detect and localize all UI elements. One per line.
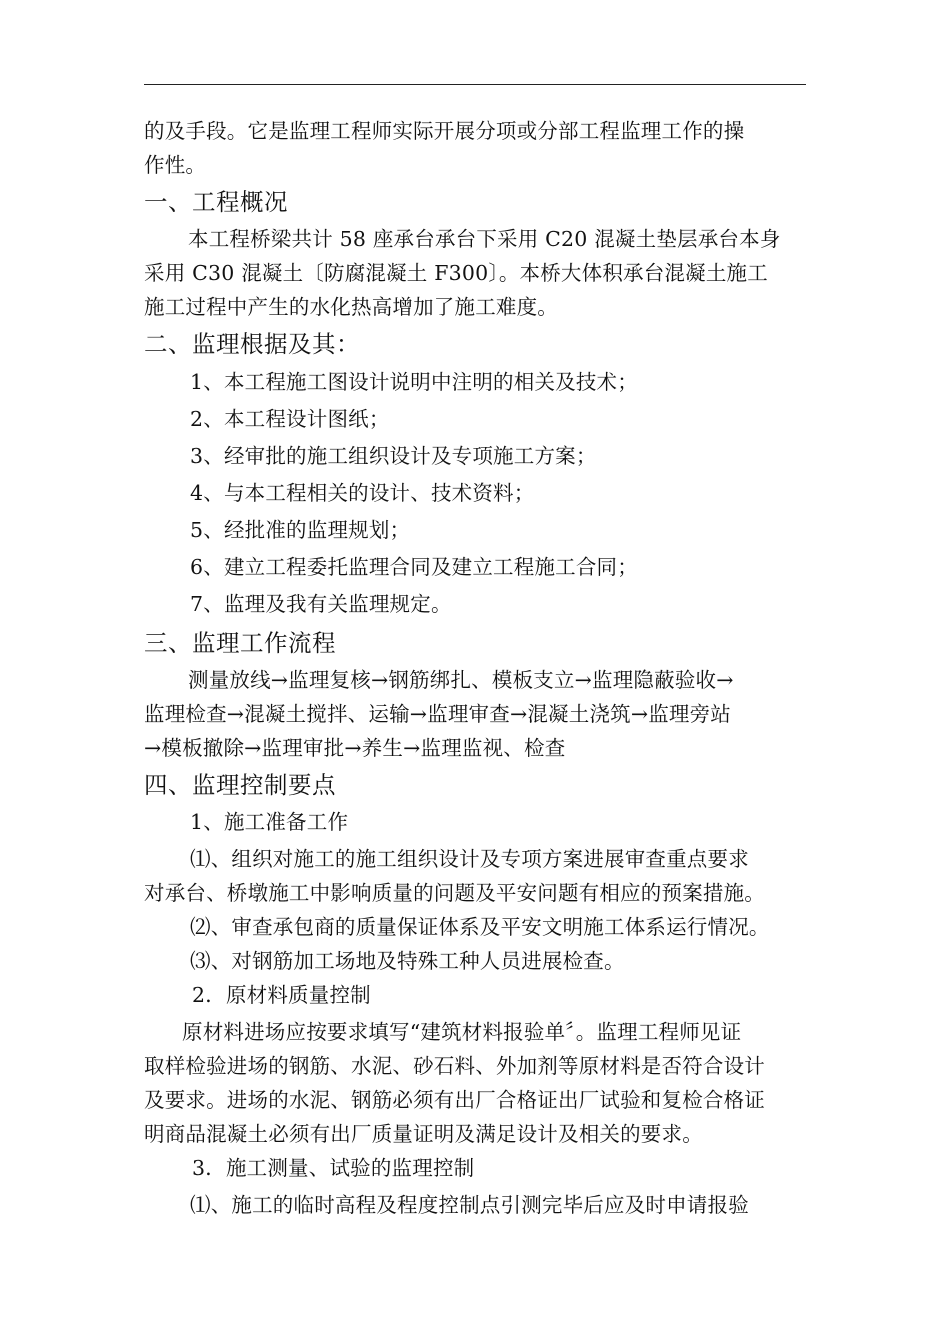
- section4-sub2-line-4: 明商品混凝土必须有出厂质量证明及满足设计及相关的要求。: [144, 1122, 703, 1146]
- section1-line-3: 施工过程中产生的水化热高增加了施工难度。: [144, 295, 558, 319]
- section3-heading: 三、监理工作流程: [144, 629, 336, 657]
- intro-line-1: 的及手段。它是监理工程师实际开展分项或分部工程监理工作的操: [144, 119, 745, 143]
- section2-item-1: 1、本工程施工图设计说明中注明的相关及技术；: [190, 370, 638, 394]
- section4-sub2-line-1: 原材料进场应按要求填写“建筑材料报验单〞。监理工程师见证: [182, 1020, 742, 1044]
- section4-sub1-line-4: ⑶、对钢筋加工场地及特殊工种人员进展检查。: [190, 949, 625, 973]
- section2-item-4: 4、与本工程相关的设计、技术资料；: [190, 481, 535, 505]
- section4-sub1-line-2: 对承台、桥墩施工中影响质量的问题及平安问题有相应的预案措施。: [144, 881, 765, 905]
- section2-heading: 二、监理根据及其：: [144, 330, 360, 358]
- section2-item-3: 3、经审批的施工组织设计及专项施工方案；: [190, 444, 597, 468]
- section2-item-6: 6、建立工程委托监理合同及建立工程施工合同；: [190, 555, 638, 579]
- section4-sub2-line-3: 及要求。进场的水泥、钢筋必须有出厂合格证出厂试验和复检合格证: [144, 1088, 765, 1112]
- section4-sub2-title: 2．原材料质量控制: [192, 983, 371, 1007]
- section1-heading: 一、工程概况: [144, 188, 288, 216]
- section4-sub1-title: 1、施工准备工作: [190, 810, 349, 834]
- intro-line-2: 作性。: [144, 153, 207, 177]
- section3-line-1: 测量放线→监理复核→钢筋绑扎、模板支立→监理隐蔽验收→: [188, 668, 734, 692]
- section2-item-5: 5、经批准的监理规划；: [190, 518, 411, 542]
- section4-heading: 四、监理控制要点: [144, 771, 336, 799]
- section1-line-2: 采用 C30 混凝土〔防腐混凝土 F300〕。本桥大体积承台混凝土施工: [144, 261, 768, 285]
- section4-sub1-line-3: ⑵、审查承包商的质量保证体系及平安文明施工体系运行情况。: [190, 915, 770, 939]
- section2-item-2: 2、本工程设计图纸；: [190, 407, 390, 431]
- header-rule: [144, 84, 806, 85]
- section1-line-1: 本工程桥梁共计 58 座承台承台下采用 C20 混凝土垫层承台本身: [188, 227, 781, 251]
- section4-sub3-line-1: ⑴、施工的临时高程及程度控制点引测完毕后应及时申请报验: [190, 1193, 749, 1217]
- document-body: [144, 114, 808, 1222]
- section4-sub1-line-1: ⑴、组织对施工的施工组织设计及专项方案进展审查重点要求: [190, 847, 749, 871]
- section4-sub2-line-2: 取样检验进场的钢筋、水泥、砂石料、外加剂等原材料是否符合设计: [144, 1054, 765, 1078]
- section2-item-7: 7、监理及我有关监理规定。: [190, 592, 452, 616]
- section4-sub3-title: 3．施工测量、试验的监理控制: [192, 1156, 475, 1180]
- section3-line-3: →模板撤除→监理审批→养生→监理监视、检查: [144, 736, 566, 760]
- section3-line-2: 监理检查→混凝土搅拌、运输→监理审查→混凝土浇筑→监理旁站: [144, 702, 732, 726]
